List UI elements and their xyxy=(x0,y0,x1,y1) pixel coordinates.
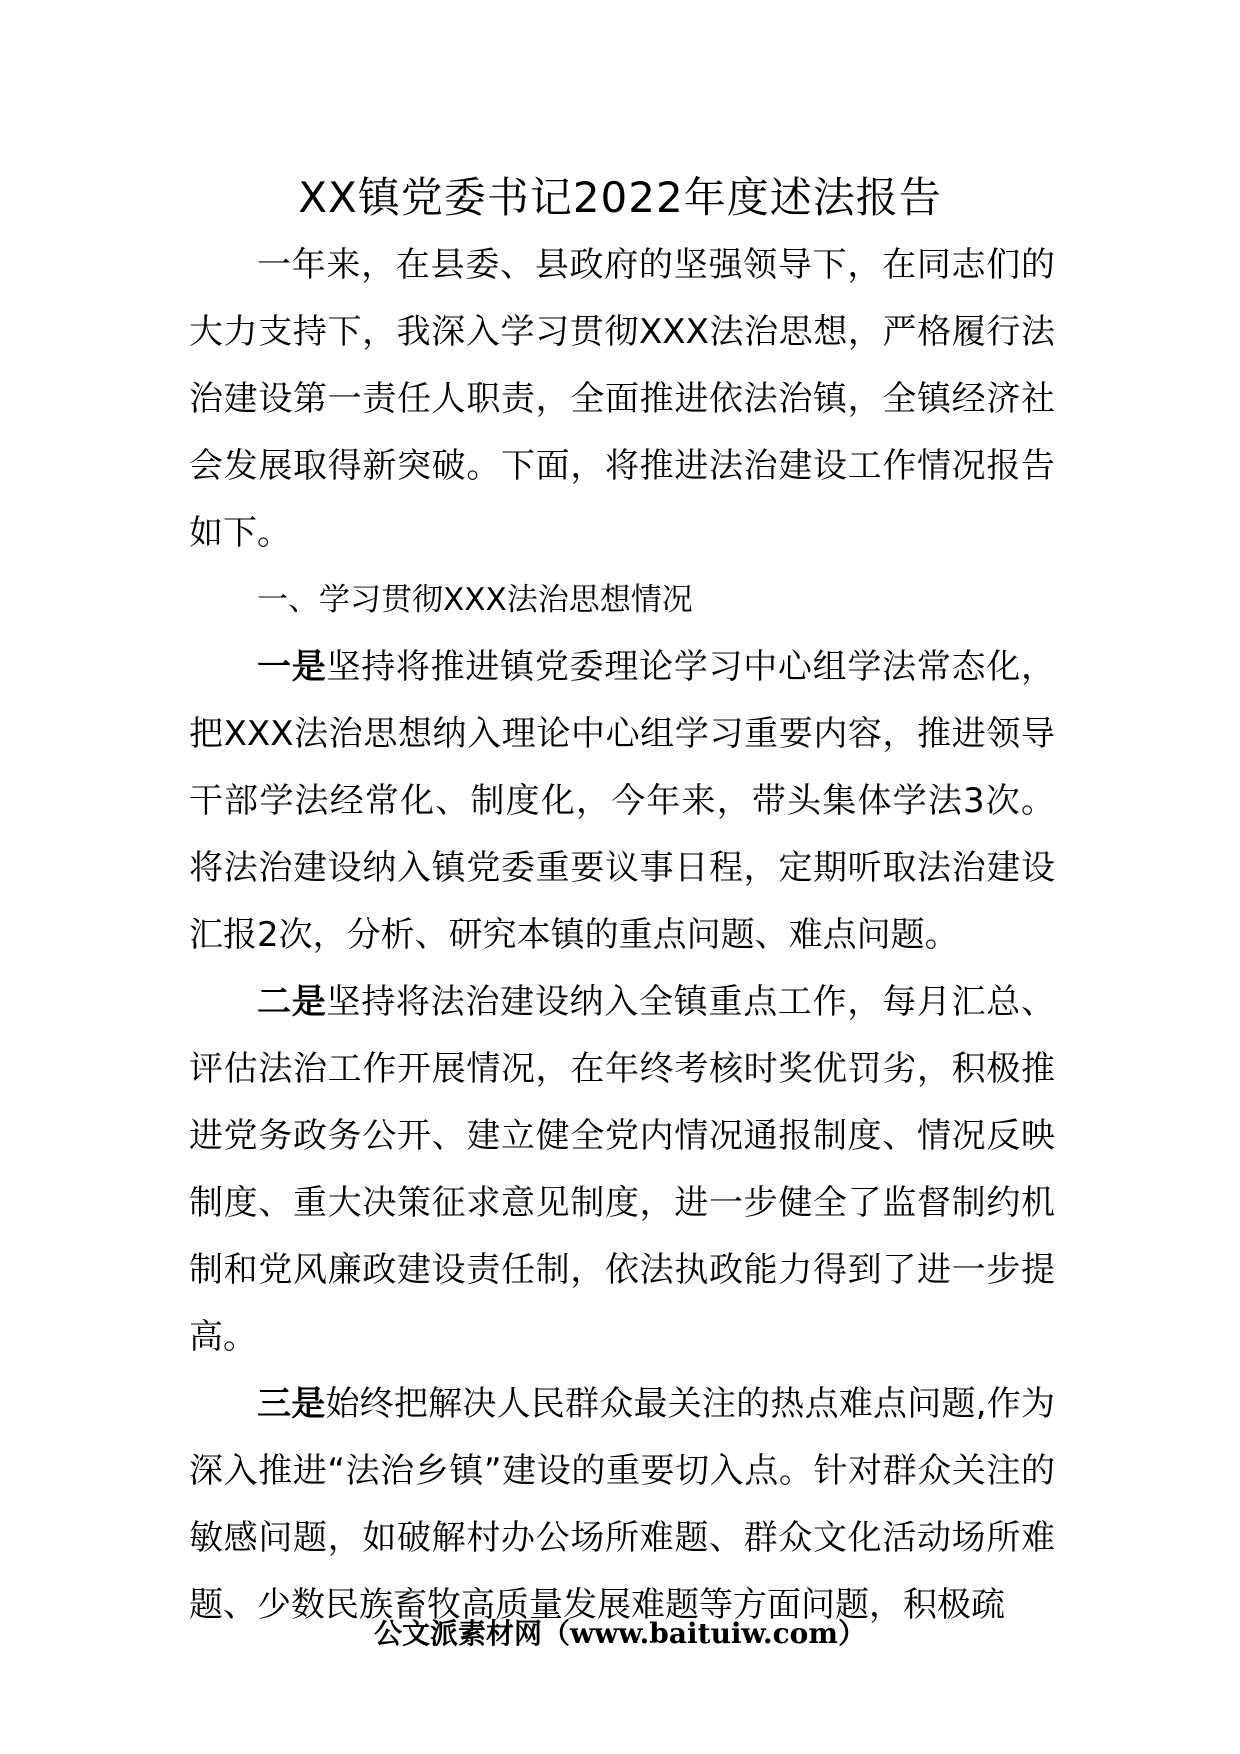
paragraph-item-2 xyxy=(189,969,1055,1371)
document-body xyxy=(189,232,1055,1639)
paragraph-item-1 xyxy=(189,634,1055,969)
footer-watermark: 公文派素材网（www.baituiw.com） xyxy=(374,1617,866,1650)
paragraph-text: 坚持将法治建设纳入全镇重点工作，每月汇总、评估法治工作开展情况，在年终考核时奖优罚劣，积极推进党务政务公开、建立健全党内情况通报制度、情况反映制度、重大决策征求意见制度，进一步健全了监督制约机制和党风廉政建设责任制，依法执政能力得到了进一步提高。 xyxy=(189,982,1056,1357)
paragraph-item-3 xyxy=(189,1371,1055,1639)
intro-paragraph: 一年来，在县委、县政府的坚强领导下，在同志们的大力支持下，我深入学习贯彻XXX法治思想，严格履行法治建设第一责任人职责，全面推进依法治镇，全镇经济社会发展取得新突破。下面，将推进法治建设工作情况报告如下。 xyxy=(189,245,1055,553)
paragraph-lead: 一是 xyxy=(257,647,327,687)
paragraph-text: 坚持将推进镇党委理论学习中心组学法常态化，把XXX法治思想纳入理论中心组学习重要内容，推进领导干部学法经常化、制度化，今年来，带头集体学法3次。将法治建设纳入镇党委重要议事日程，定期听取法治建设汇报2次，分析、研究本镇的重点问题、难点问题。 xyxy=(189,647,1056,955)
document-title: XX镇党委书记2022年度述法报告 xyxy=(298,173,942,222)
paragraph-text: 始终把解决人民群众最关注的热点难点问题,作为深入推进“法治乡镇”建设的重要切入点。针对群众关注的敏感问题，如破解村办公场所难题、群众文化活动场所难题、少数民族畜牧高质量发展难题等方面问题，积极疏 xyxy=(189,1384,1055,1625)
section-heading: 一、学习贯彻XXX法治思想情况 xyxy=(257,582,693,618)
paragraph-lead: 三是 xyxy=(257,1384,326,1424)
paragraph-lead: 二是 xyxy=(257,982,327,1022)
